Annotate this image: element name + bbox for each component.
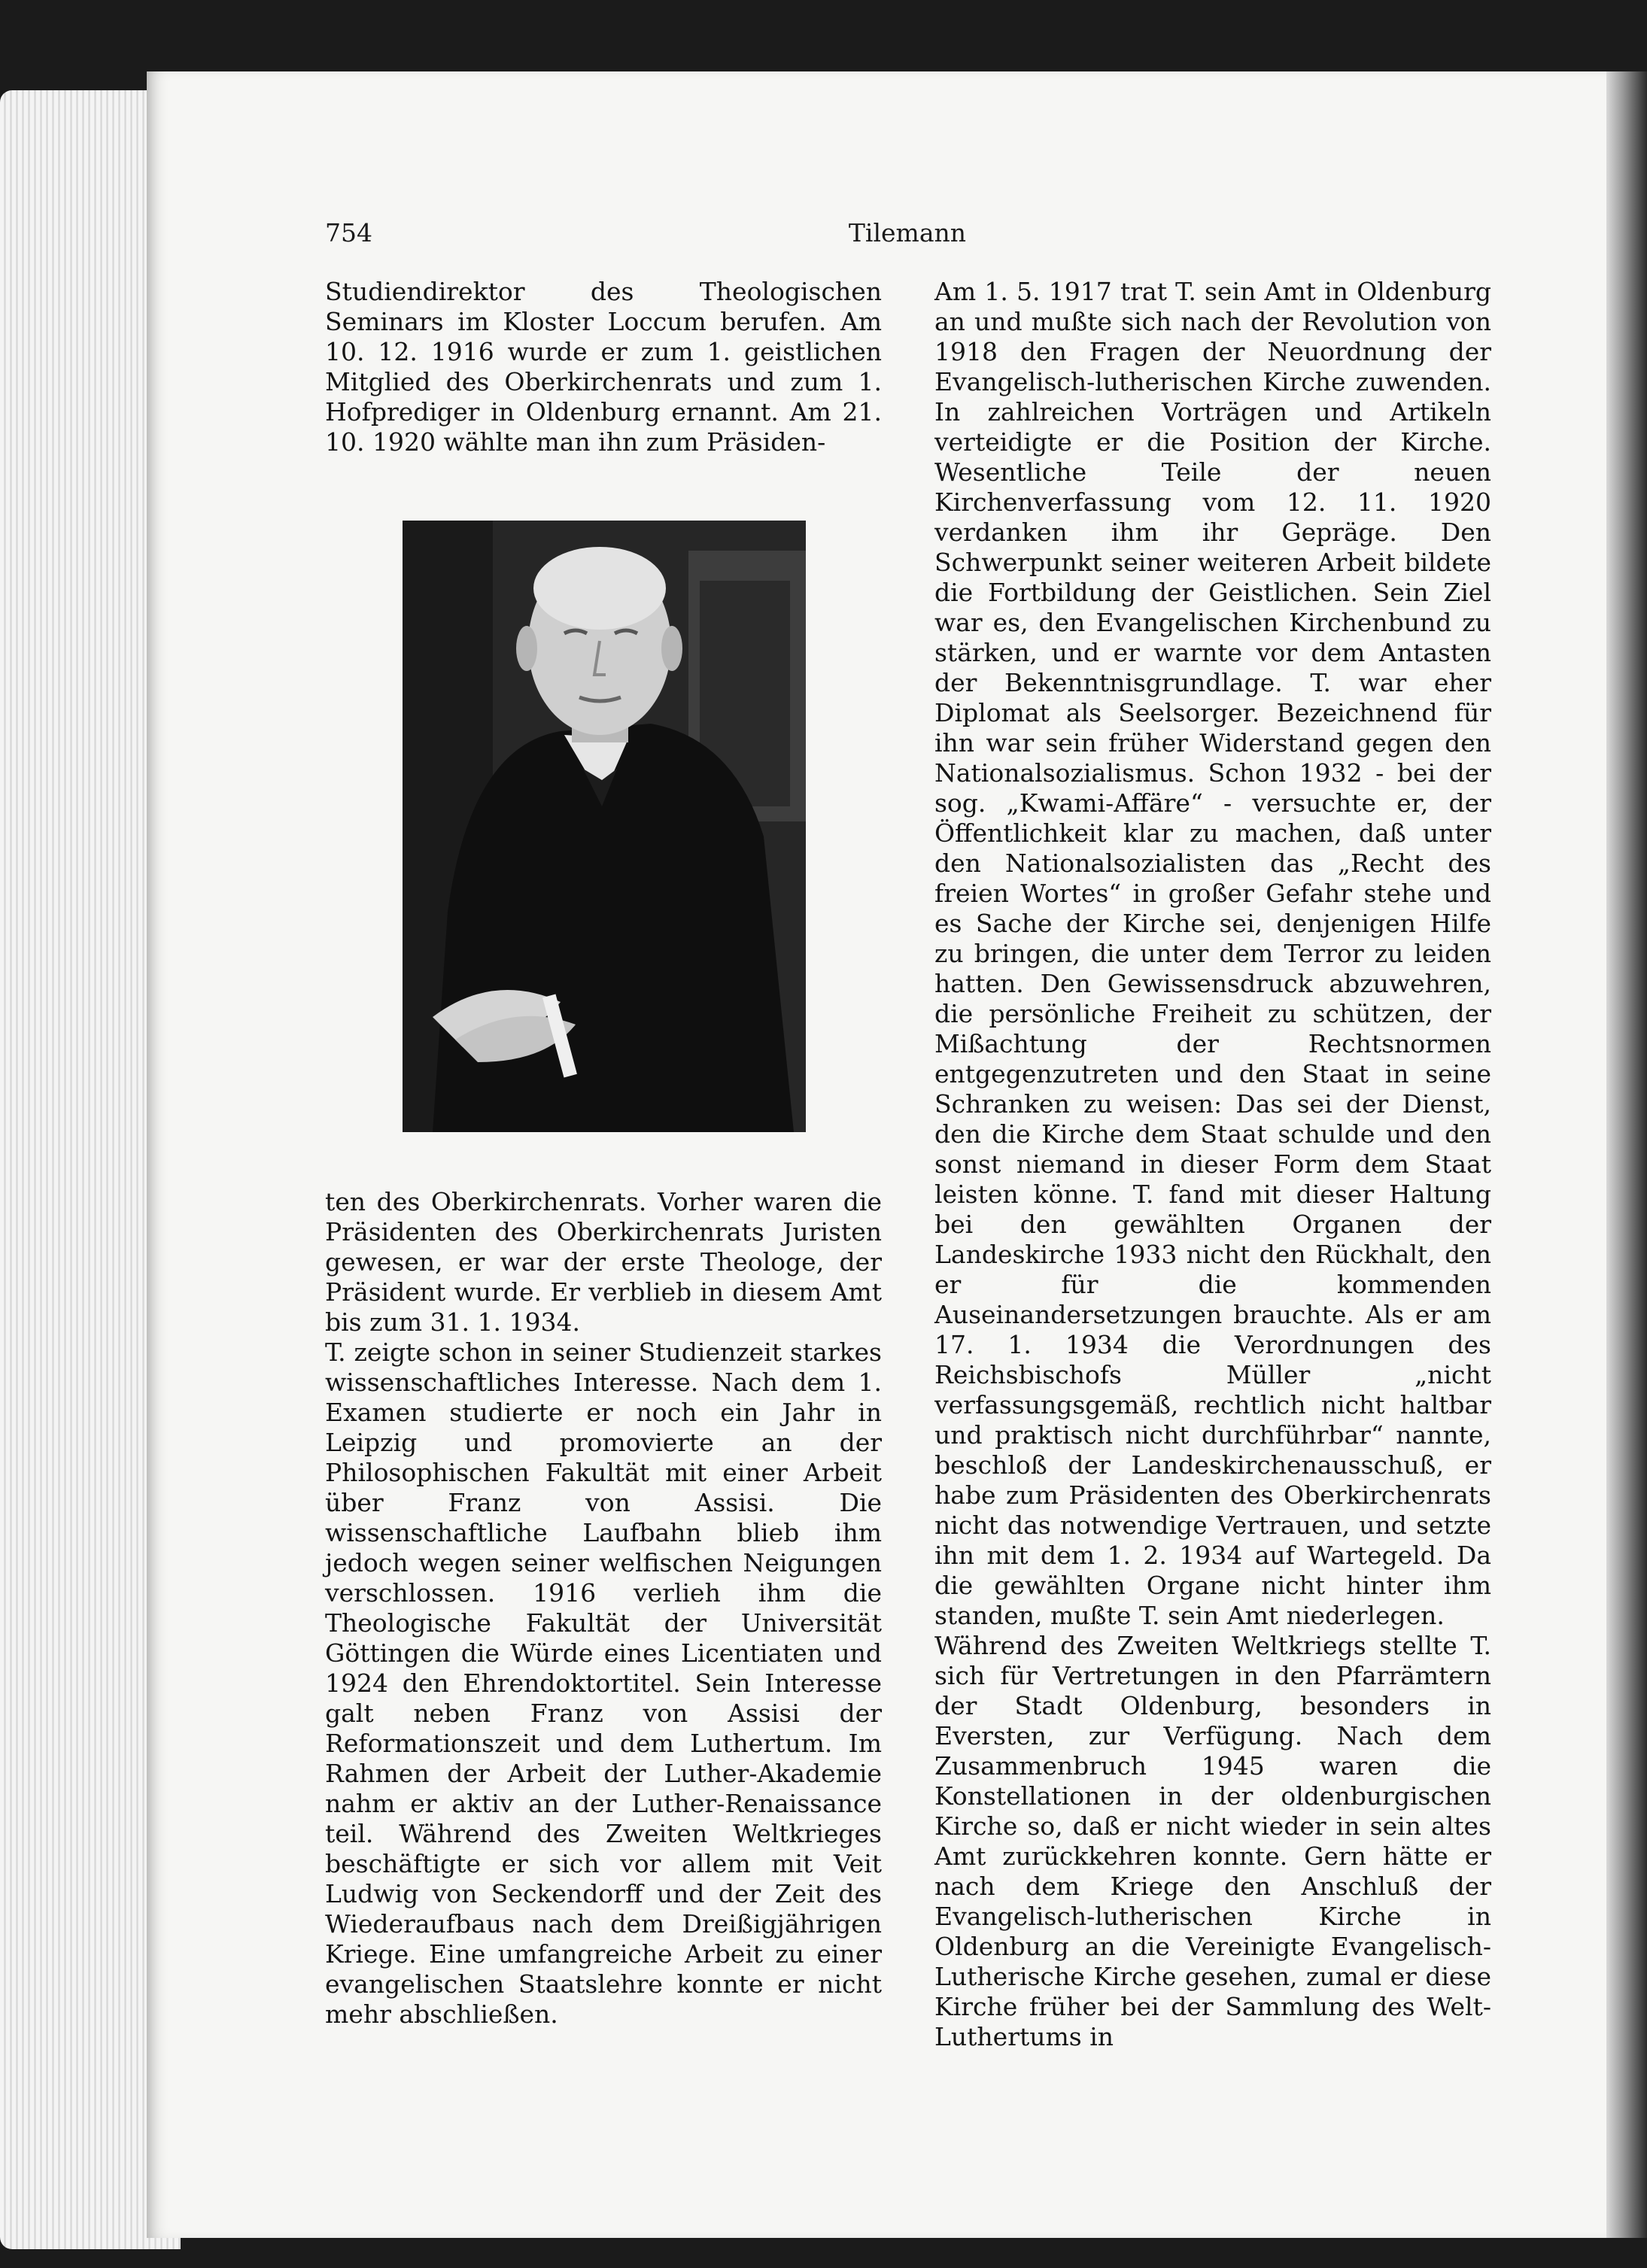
left-column-top <box>325 277 882 457</box>
paragraph: Am 1. 5. 1917 trat T. sein Amt in Oldenburg an und mußte sich nach der Revolution von 1918 den Fragen der Neuordnung der Evangelisch-lutherischen Kirche zuwenden. In zahlreichen Vorträgen und Artikeln verteidigte er die Position der Kirche. Wesentliche Teile der neuen Kirchenverfassung vom 12. 11. 1920 verdanken ihm ihr Gepräge. Den Schwerpunkt seiner weiteren Arbeit bildete die Fortbildung der Geistlichen. Sein Ziel war es, den Evangelischen Kirchenbund zu stärken, und er warnte vor dem Antasten der Bekenntnisgrundlage. T. war eher Diplomat als Seelsorger. Bezeichnend für ihn war sein früher Widerstand gegen den Nationalsozialismus. Schon 1932 - bei der sog. „Kwami-Affäre“ - versuchte er, der Öffentlichkeit klar zu machen, daß unter den Nationalsozialisten das „Recht des freien Wortes“ in großer Gefahr stehe und es Sache der Kirche sei, denjenigen Hilfe zu bringen, die unter dem Terror zu leiden hatten. Den Gewissensdruck abzuwehren, die persönliche Freiheit zu schützen, der Mißachtung der Rechtsnormen entgegenzutreten und den Staat in seine Schranken zu weisen: Das sei der Dienst, den die Kirche dem Staat schulde und den sonst niemand in dieser Form dem Staat leisten könne. T. fand mit dieser Haltung bei den gewählten Organen der Landeskirche 1933 nicht den Rückhalt, den er für die kommenden Auseinandersetzungen brauchte. Als er am 17. 1. 1934 die Verordnungen des Reichsbischofs Müller „nicht verfassungsgemäß, rechtlich nicht haltbar und praktisch nicht durchführbar“ nannte, beschloß der Landeskirchenausschuß, er habe zum Präsidenten des Oberkirchenrats nicht das notwendige Vertrauen, und setzte ihn mit dem 1. 2. 1934 auf Wartegeld. Da die gewählten Organe nicht hinter ihm standen, mußte T. sein Amt niederlegen. <box>934 277 1491 1630</box>
paragraph: Während des Zweiten Weltkriegs stellte T. sich für Vertretungen in den Pfarrämtern der Stadt Oldenburg, besonders in Eversten, zur Verfügung. Nach dem Zusammenbruch 1945 waren die Konstellationen in der oldenburgischen Kirche so, daß er nicht wieder in sein altes Amt zurückkehren konnte. Gern hätte er nach dem Kriege den Anschluß der Evangelisch-lutherischen Kirche in Oldenburg an die Vereinigte Evangelisch-Lutherische Kirche gesehen, zumal er diese Kirche früher bei der Sammlung des Welt-Luthertums in <box>934 1631 1491 2051</box>
paragraph: ten des Oberkirchenrats. Vorher waren die Präsidenten des Oberkirchenrats Juristen gewesen, er war der erste Theologe, der Präsident wurde. Er verblieb in diesem Amt bis zum 31. 1. 1934. <box>325 1187 882 1337</box>
page-header <box>325 218 966 256</box>
page-number: 754 <box>325 218 372 247</box>
book-gutter-shadow <box>1606 71 1647 2238</box>
paragraph: Studiendirektor des Theologischen Seminars im Kloster Loccum berufen. Am 10. 12. 1916 wurde er zum 1. geistlichen Mitglied des Oberkirchenrats und zum 1. Hofprediger in Oldenburg ernannt. Am 21. 10. 1920 wählte man ihn zum Präsiden- <box>325 277 882 457</box>
left-column-bottom <box>325 1187 882 2030</box>
paragraph: T. zeigte schon in seiner Studienzeit starkes wissenschaftliches Interesse. Nach dem 1. Examen studierte er noch ein Jahr in Leipzig und promovierte an der Philosophischen Fakultät mit einer Arbeit über Franz von Assisi. Die wissenschaftliche Laufbahn blieb ihm jedoch wegen seiner welfischen Neigungen verschlossen. 1916 verlieh ihm die Theologische Fakultät der Universität Göttingen die Würde eines Licentiaten und 1924 den Ehrendoktortitel. Sein Interesse galt neben Franz von Assisi der Reformationszeit und dem Luthertum. Im Rahmen der Arbeit der Luther-Akademie nahm er aktiv an der Luther-Renaissance teil. Während des Zweiten Weltkrieges beschäftigte er sich vor allem mit Veit Ludwig von Seckendorff und der Zeit des Wiederaufbaus nach dem Dreißigjährigen Kriege. Eine umfangreiche Arbeit zu einer evangelischen Staatslehre konnte er nicht mehr abschließen. <box>325 1337 882 2029</box>
right-column <box>934 277 1491 2052</box>
portrait-photo <box>403 521 806 1132</box>
running-head: Tilemann <box>848 218 966 247</box>
